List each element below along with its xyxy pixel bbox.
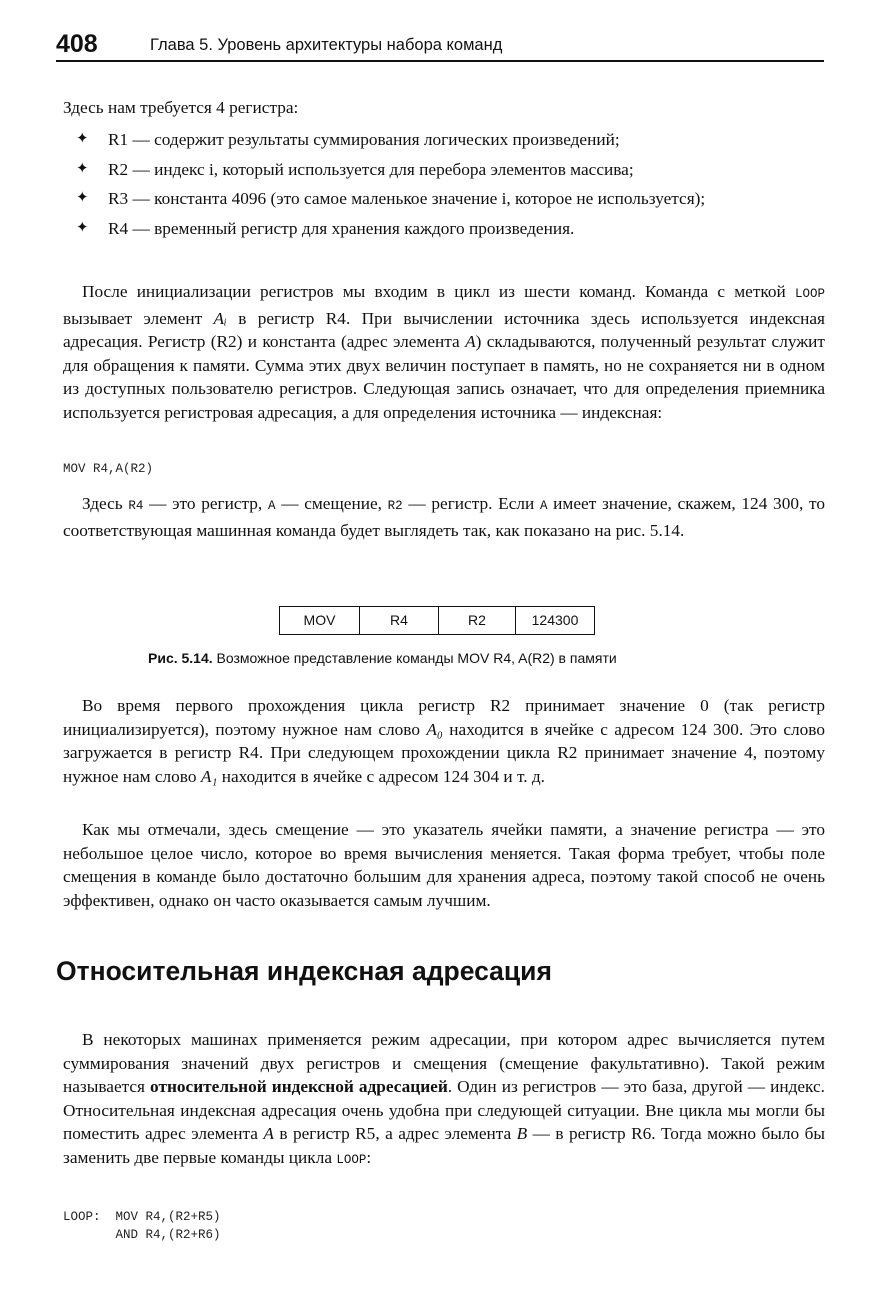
list-item: [63, 187, 825, 211]
figure-caption: [148, 650, 617, 666]
star-bullet-icon: ✦: [76, 160, 89, 177]
star-bullet-icon: ✦: [76, 219, 89, 236]
inline-code: R4: [128, 499, 144, 513]
text-run: ) складываются, полученный результат служит для обращения к памяти. Сумма этих двух величин поступает в память, но не сохраняется ни в одном из доступных пользователю регистров. Следующая запись означает, что для определения приемника используется регистровая адресация, а для определения источника — индексная:: [63, 332, 825, 422]
text-run: В некоторых машинах применяется режим адресации, при котором адрес вычисляется путем суммирования значений двух регистров и смещения (смещение факультативно). Такой режим называется: [63, 1030, 825, 1096]
inline-code: R2: [387, 499, 403, 513]
page-header: [56, 30, 824, 60]
inline-code: A: [539, 499, 548, 513]
text-run: находится в ячейке с адресом 124 304 и т. д.: [217, 766, 545, 786]
opcode-cell: MOV: [280, 607, 360, 634]
bold-term: относительной индексной адресацией: [150, 1077, 448, 1096]
star-bullet-icon: ✦: [76, 190, 89, 206]
code-block: MOV R4,A(R2): [63, 462, 154, 476]
page-number: 408: [56, 30, 98, 58]
body-paragraph: [63, 280, 825, 424]
list-item-text: R3 — константа 4096 (это самое маленькое значение i, которое не используется);: [108, 189, 706, 208]
text-run: Во время первого прохождения цикла регистр R2 принимает значение 0 (так регистр инициализируется), поэтому нужное нам слово: [63, 696, 825, 739]
text-run: После инициализации регистров мы входим в цикл из шести команд. Команда с меткой: [82, 282, 795, 301]
text-run: имеет значение, скажем, 124 300, то соответствующая машинная команда будет выглядеть так, как показано на рис. 5.14.: [63, 494, 825, 540]
body-paragraph: [63, 694, 825, 788]
text-run: в регистр R4. При вычислении источника здесь используется индексная адресация. Регистр (R2) и константа (адрес элемента: [63, 308, 825, 351]
math-symbol: A: [263, 1124, 274, 1143]
section-heading: Относительная индексная адресация: [56, 956, 552, 986]
intro-paragraph: Здесь нам требуется 4 регистра:: [63, 98, 299, 117]
register-list: [63, 128, 825, 246]
text-run: — регистр. Если: [402, 494, 540, 513]
instruction-format-figure: [279, 606, 595, 635]
code-block: LOOP: MOV R4,(R2+R5) AND R4,(R2+R6): [63, 1210, 221, 1242]
text-run: находится в ячейке с адресом 124 300. Это слово загружается в регистр R4. При следующем прохождении цикла R2 принимает значение 4, поэтому нужное нам слово: [63, 719, 825, 786]
chapter-title: Глава 5. Уровень архитектуры набора команд: [150, 36, 503, 54]
header-rule: [56, 60, 824, 62]
list-item: [63, 158, 825, 182]
offset-cell: 124300: [531, 612, 579, 628]
text-run: — в регистр R6. Тогда можно было бы заменить две первые команды цикла: [63, 1124, 826, 1167]
list-item-text: R2 — индекс i, который используется для перебора элементов массива;: [108, 159, 634, 179]
math-symbol: Aᵢ: [213, 308, 227, 328]
list-item: [63, 217, 825, 241]
text-run: — смещение,: [275, 494, 388, 513]
body-paragraph: [63, 1028, 825, 1172]
body-paragraph: Как мы отмечали, здесь смещение — это указатель ячейки памяти, а значение регистра — это небольшое целое число, которое во время вычисления меняется. Такая форма требует, чтобы поле смещения в команде было достаточно большим для хранения адреса, поэтому такой способ не очень эффективен, однако он часто оказывается самым лучшим.: [63, 820, 825, 910]
caption-text: Возможное представление команды MOV R4, A(R2) в памяти: [212, 650, 617, 666]
inline-code: A: [267, 499, 276, 513]
text-run: . Один из регистров — это база, другой — индекс. Относительная индексная адресация очень удобна при следующей ситуации. Вне цикла мы могли бы поместить адрес элемента: [63, 1077, 825, 1143]
caption-label: Рис. 5.14.: [148, 650, 213, 666]
text-run: :: [366, 1147, 372, 1167]
text-run: Здесь: [82, 494, 129, 513]
register-cell: R4: [360, 607, 439, 634]
math-symbol: A₁: [200, 766, 218, 786]
body-paragraph: [63, 492, 825, 542]
text-run: — это регистр,: [143, 494, 268, 513]
list-item-text: R1 — содержит результаты суммирования логических произведений;: [108, 130, 620, 149]
star-bullet-icon: ✦: [76, 131, 89, 147]
text-run: вызывает элемент: [63, 308, 214, 328]
register-cell: R2: [439, 607, 516, 634]
inline-code: LOOP: [794, 287, 825, 301]
math-symbol: A: [465, 332, 476, 351]
math-symbol: A₀: [426, 719, 443, 739]
list-item-text: R4 — временный регистр для хранения каждого произведения.: [108, 218, 575, 238]
list-item: [63, 128, 825, 152]
math-symbol: B: [516, 1124, 528, 1143]
inline-code: LOOP: [336, 1152, 367, 1167]
text-run: в регистр R5, а адрес элемента: [273, 1124, 517, 1143]
